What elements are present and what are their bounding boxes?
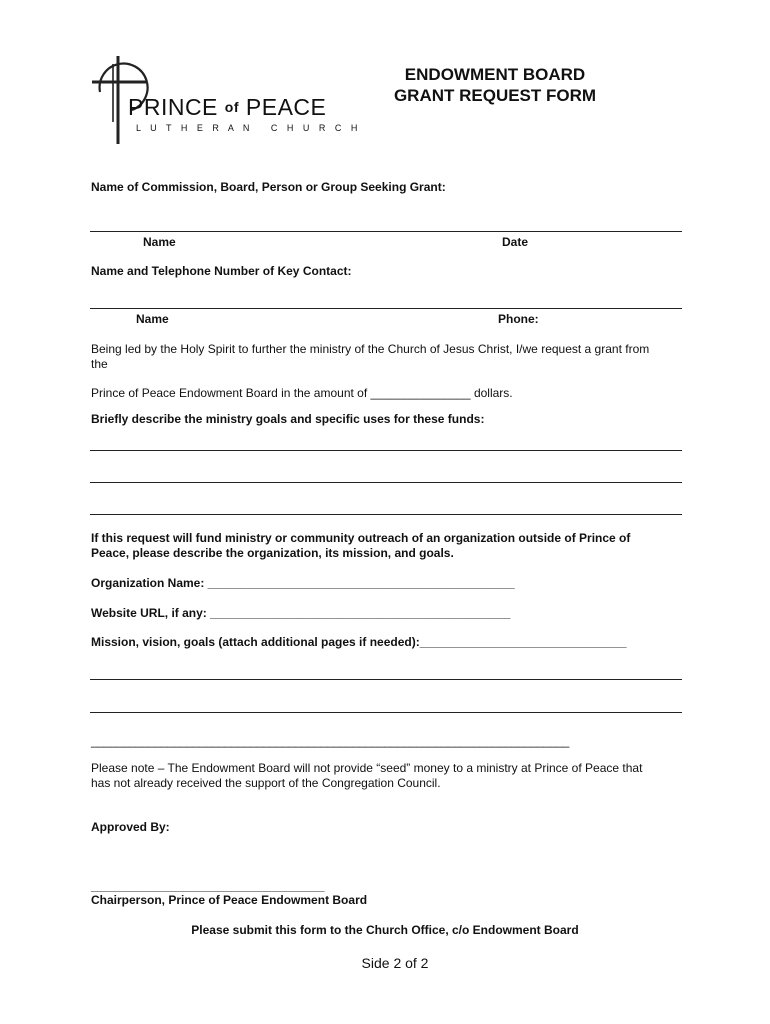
key-contact-label: Name and Telephone Number of Key Contact: (91, 264, 352, 278)
key-contact-line[interactable] (90, 308, 682, 309)
goals-line-1[interactable] (90, 450, 682, 451)
church-logo (88, 52, 361, 148)
note-text-line1: Please note – The Endowment Board will not provide “seed” money to a ministry at Prince of Peace that (91, 761, 643, 775)
mission-line-1[interactable] (90, 679, 682, 680)
seeker-name-label: Name (143, 235, 176, 249)
request-amount-text: Prince of Peace Endowment Board in the amount of _______________ dollars. (91, 386, 513, 400)
chairperson-label: Chairperson, Prince of Peace Endowment Board (91, 893, 368, 907)
form-title: ENDOWMENT BOARD GRANT REQUEST FORM (393, 65, 597, 105)
request-text-line2: the (91, 357, 108, 371)
goals-label: Briefly describe the ministry goals and specific uses for these funds: (91, 412, 485, 426)
mission-field[interactable]: Mission, vision, goals (attach additional pages if needed):_______________________________ (91, 635, 627, 649)
website-url-field[interactable]: Website URL, if any: _____________________________________________ (91, 606, 511, 620)
contact-phone-label: Phone: (498, 312, 539, 326)
page-number: Side 2 of 2 (361, 955, 429, 971)
mission-line-2[interactable] (90, 712, 682, 713)
organization-name-field[interactable]: Organization Name: ______________________________________________ (91, 576, 515, 590)
mission-line-3[interactable]: ___________________________________________________________________________ (91, 734, 570, 748)
goals-line-2[interactable] (90, 482, 682, 483)
logo-subtitle: L U T H E R A N C H U R C H (136, 123, 361, 133)
contact-name-label: Name (136, 312, 169, 326)
note-text-line2: has not already received the support of the Congregation Council. (91, 776, 441, 790)
signature-line[interactable]: ___________________________________ (91, 879, 325, 893)
approved-by-label: Approved By: (91, 820, 170, 834)
grant-seeker-label: Name of Commission, Board, Person or Group Seeking Grant: (91, 180, 446, 194)
goals-line-3[interactable] (90, 514, 682, 515)
submit-instructions: Please submit this form to the Church Office, c/o Endowment Board (191, 923, 579, 937)
outreach-text-line2: Peace, please describe the organization, its mission, and goals. (91, 546, 454, 560)
request-text-line1: Being led by the Holy Spirit to further the ministry of the Church of Jesus Christ, I/we request a grant from (91, 342, 650, 356)
grant-seeker-line[interactable] (90, 231, 682, 232)
outreach-text-line1: If this request will fund ministry or community outreach of an organization outside of Prince of (91, 531, 631, 545)
seeker-date-label: Date (502, 235, 529, 249)
logo-wordmark: PRINCE of PEACE (128, 94, 327, 120)
